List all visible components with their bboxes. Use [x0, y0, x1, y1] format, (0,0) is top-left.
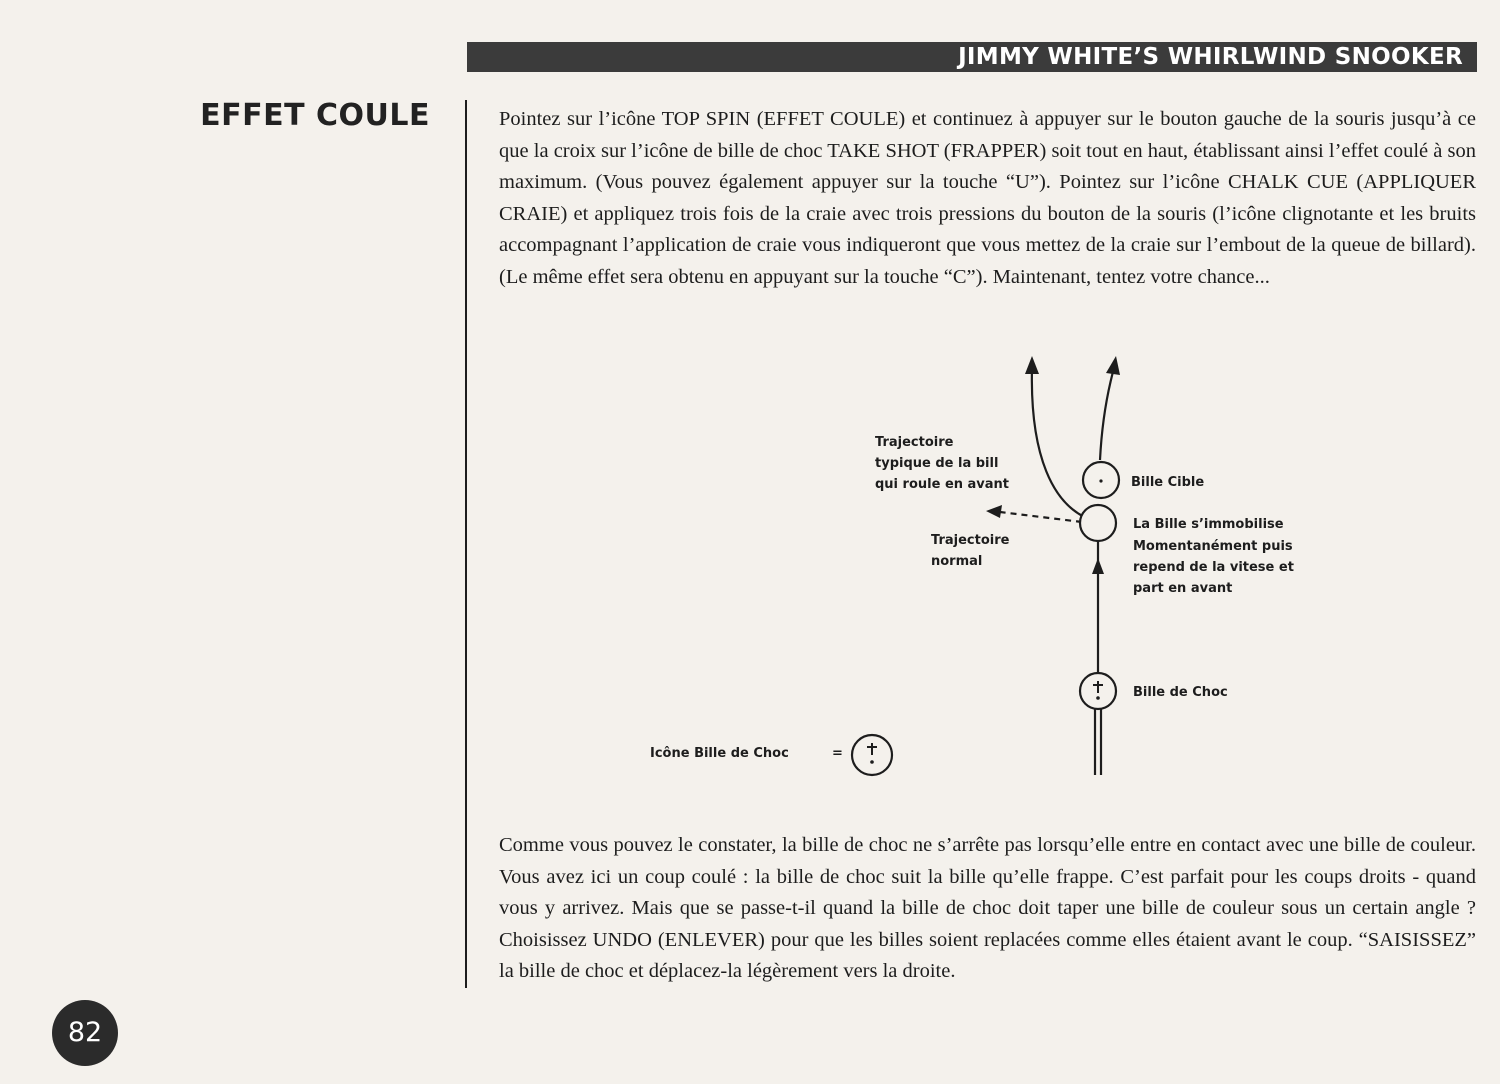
- target-ball-path: [1100, 368, 1114, 460]
- arrowhead-target: [1106, 356, 1120, 375]
- label-normal-2: normal: [931, 554, 983, 569]
- label-stop-1: La Bille s’immobilise: [1133, 517, 1284, 532]
- label-stop-3: repend de la vitese et: [1133, 560, 1294, 575]
- page-number: 82: [52, 1000, 118, 1066]
- arrowhead-typical: [1025, 356, 1039, 374]
- label-icon: Icône Bille de Choc: [650, 746, 789, 761]
- label-stop-4: part en avant: [1133, 581, 1233, 596]
- arrowhead-cue-path: [1092, 558, 1104, 574]
- column-divider: [465, 100, 467, 988]
- label-normal-1: Trajectoire: [931, 533, 1010, 548]
- running-header: JIMMY WHITE’S WHIRLWIND SNOOKER: [467, 42, 1477, 72]
- target-ball-dot: [1099, 479, 1102, 482]
- label-cue-ball: Bille de Choc: [1133, 685, 1228, 700]
- label-stop-2: Momentanément puis: [1133, 539, 1293, 554]
- label-target-ball: Bille Cible: [1131, 475, 1205, 490]
- cue-ball-contact: [1080, 505, 1116, 541]
- arrowhead-normal: [986, 505, 1002, 518]
- section-title: EFFET COULE: [200, 98, 430, 133]
- label-equals: =: [832, 746, 843, 761]
- typical-trajectory-curve: [1032, 368, 1098, 522]
- label-typical-1: Trajectoire: [875, 435, 954, 450]
- label-typical-3: qui roule en avant: [875, 477, 1010, 492]
- normal-trajectory-dashed: [1000, 512, 1082, 522]
- followup-paragraph: Comme vous pouvez le constater, la bille de choc ne s’arrête pas lorsqu’elle entre en contact avec une bille de couleur. Vous avez ici un coup coulé : la bille de choc suit la bille qu’elle frappe. C’est parfait pour les coups droits - quand vous y arrivez. Mais que se passe-t-il quand la bille de choc doit taper une bille de couleur sous un certain angle ? Choisissez UNDO (ENLEVER) pour que les billes soient replacées comme elles étaient avant le coup. “SAISISSEZ” la bille de choc et déplacez-la légèrement vers la droite.: [499, 834, 1476, 982]
- top-spin-diagram: [620, 350, 1340, 790]
- intro-paragraph: Pointez sur l’icône TOP SPIN (EFFET COULE) et continuez à appuyer sur le bouton gauche de la souris jusqu’à ce que la croix sur l’icône de bille de choc TAKE SHOT (FRAPPER) soit tout en haut, établissant ainsi l’effet coulé à son maximum. (Vous pouvez également appuyer sur la touche “U”). Pointez sur l’icône CHALK CUE (APPLIQUER CRAIE) et appliquez trois fois de la craie avec trois pressions du bouton de la souris (l’icône clignotante et les bruits accompagnant l’application de craie vous indiqueront que vous mettez de la craie sur l’embout de la queue de billard). (Le même effet sera obtenu en appuyant sur la touche “C”). Maintenant, tentez votre chance...: [499, 108, 1476, 288]
- label-typical-2: typique de la bill: [875, 456, 999, 471]
